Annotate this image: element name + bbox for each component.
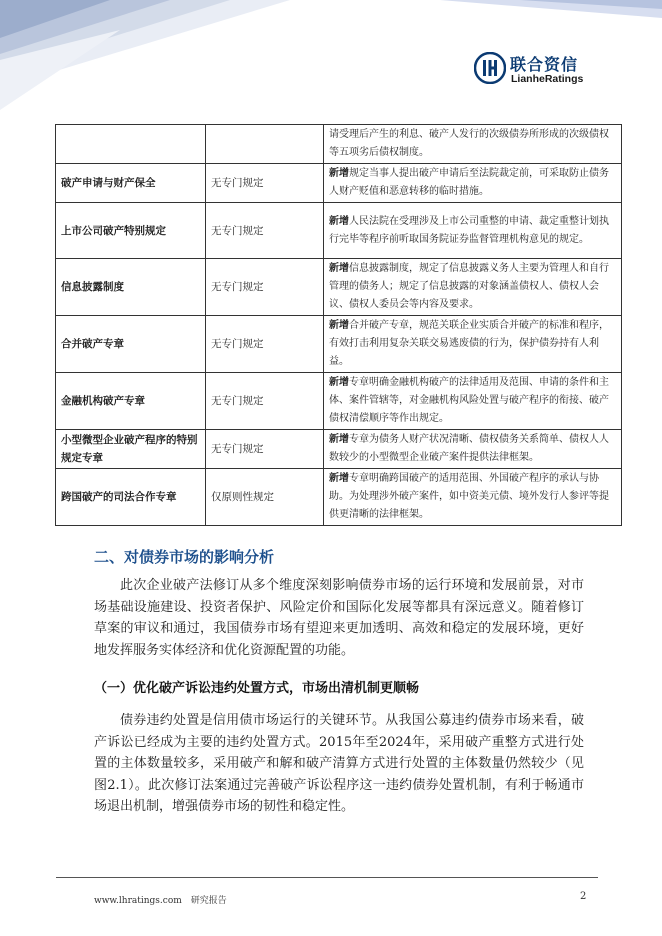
table-row — [56, 203, 622, 259]
old-law-cell: 无专门规定 — [206, 164, 324, 203]
table-row — [56, 316, 622, 373]
table-row — [56, 259, 622, 316]
new-law-cell — [324, 164, 622, 203]
old-law-cell: 无专门规定 — [206, 203, 324, 259]
table-row — [56, 469, 622, 526]
new-prefix: 新增 — [329, 263, 349, 274]
section-heading: 二、对债券市场的影响分析 — [94, 548, 275, 566]
old-law-cell: 无专门规定 — [206, 373, 324, 430]
new-text: 规定当事人提出破产申请后至法院裁定前，可采取防止债务人财产贬值和恶意转移的临时措施。 — [329, 168, 609, 197]
topic-cell: 小型微型企业破产程序的特别规定专章 — [56, 430, 206, 469]
new-text: 请受理后产生的利息、破产人发行的次级债券所形成的次级债权等五项劣后债权制度。 — [329, 129, 609, 158]
new-text: 专章明确跨国破产的适用范围、外国破产程序的承认与协助。为处理涉外破产案件，如中资美元债、境外发行人参评等提供更清晰的法律框架。 — [329, 473, 609, 520]
new-law-cell — [324, 373, 622, 430]
new-prefix: 新增 — [329, 473, 349, 484]
new-text: 专章明确金融机构破产的法律适用及范围、申请的条件和主体、案件管辖等，对金融机构风险处置与破产程序的衔接、破产债权清偿顺序等作出规定。 — [329, 377, 609, 424]
table-row — [56, 373, 622, 430]
page-number: 2 — [580, 891, 587, 902]
topic-cell — [56, 125, 206, 164]
new-law-cell — [324, 430, 622, 469]
topic-cell: 上市公司破产特别规定 — [56, 203, 206, 259]
footer-site-label: www.lhratings.com 研究报告 — [94, 896, 227, 906]
new-law-cell — [324, 203, 622, 259]
logo-chinese: 联合资信 — [510, 55, 579, 74]
comparison-table — [55, 124, 622, 526]
old-law-cell: 无专门规定 — [206, 259, 324, 316]
old-law-cell: 仅原则性规定 — [206, 469, 324, 526]
old-law-cell: 无专门规定 — [206, 430, 324, 469]
old-law-cell: 无专门规定 — [206, 316, 324, 373]
logo-mark-icon — [474, 52, 506, 84]
new-text: 人民法院在受理涉及上市公司重整的申请、裁定重整计划执行完毕等程序前听取国务院证券监督管理机构意见的规定。 — [329, 215, 609, 245]
footer-divider — [56, 877, 598, 878]
topic-cell: 破产申请与财产保全 — [56, 164, 206, 203]
old-law-cell — [206, 125, 324, 164]
new-prefix: 新增 — [329, 434, 349, 445]
topic-cell: 跨国破产的司法合作专章 — [56, 469, 206, 526]
new-law-cell — [324, 316, 622, 373]
subsection-heading: （一）优化破产诉讼违约处置方式，市场出清机制更顺畅 — [94, 681, 420, 696]
logo-english: LianheRatings — [511, 73, 584, 85]
topic-cell: 合并破产专章 — [56, 316, 206, 373]
new-law-cell — [324, 125, 622, 164]
new-prefix: 新增 — [329, 320, 349, 331]
new-law-cell — [324, 469, 622, 526]
new-prefix: 新增 — [329, 168, 349, 179]
topic-cell: 信息披露制度 — [56, 259, 206, 316]
new-text: 合并破产专章，规范关联企业实质合并破产的标准和程序，有效打击利用复杂关联交易逃废债的行为，保护债券持有人利益。 — [329, 320, 609, 367]
new-text: 信息披露制度，规定了信息披露义务人主要为管理人和自行管理的债务人；规定了信息披露的对象涵盖债权人、债权人会议、债权人委员会等内容及要求。 — [329, 263, 609, 310]
topic-cell: 金融机构破产专章 — [56, 373, 206, 430]
new-law-cell — [324, 259, 622, 316]
table-row — [56, 125, 622, 164]
section-paragraph-2: 债券违约处置是信用债市场运行的关键环节。从我国公募违约债券市场来看，破产诉讼已经成为主要的违约处置方式。2015年至2024年，采用破产重整方式进行处置的主体数量较多，采用破产和解和破产清算方式进行处置的主体数量仍然较少（见图2.1）。此次修订法案通过完善破产诉讼程序这一违约债券处置机制，有利于畅通市场退出机制，增强债券市场的韧性和稳定性。 — [94, 713, 584, 814]
new-prefix: 新增 — [329, 377, 349, 388]
section-paragraph-1: 此次企业破产法修订从多个维度深刻影响债券市场的运行环境和发展前景，对市场基础设施建设、投资者保护、风险定价和国际化发展等都具有深远意义。随着修订草案的审议和通过，我国债券市场有望迎来更加透明、高效和稳定的发展环境，更好地发挥服务实体经济和优化资源配置的功能。 — [94, 578, 584, 658]
new-text: 专章为债务人财产状况清晰、债权债务关系简单、债权人人数较少的小型微型企业破产案件提供法律框架。 — [329, 434, 609, 463]
new-prefix: 新增 — [329, 215, 349, 227]
table-row — [56, 430, 622, 469]
company-logo — [474, 52, 598, 88]
table-row — [56, 164, 622, 203]
